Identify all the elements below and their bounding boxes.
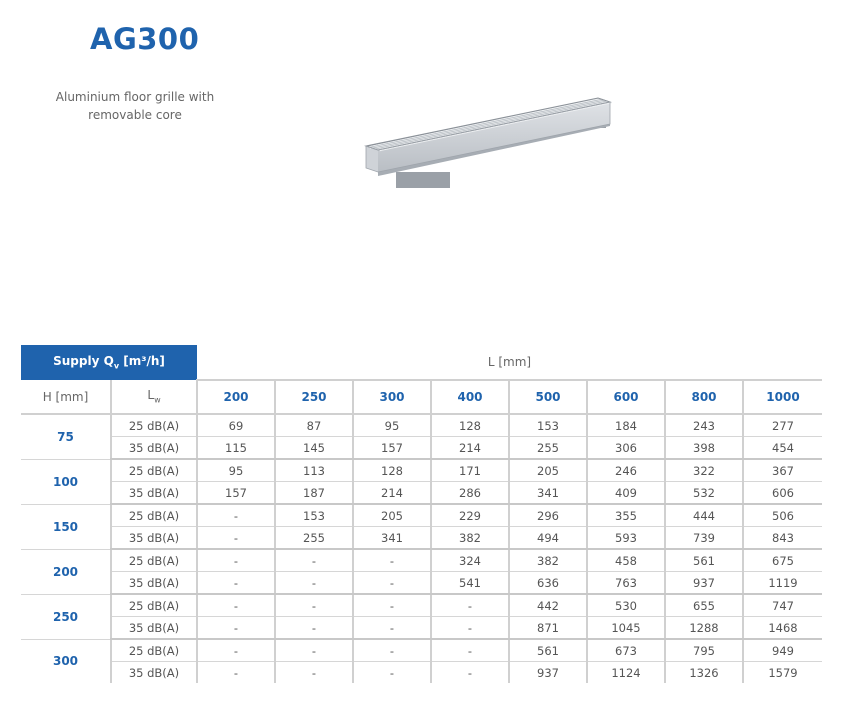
height-cell: 300 [52, 654, 79, 669]
floor-grille-image [360, 88, 620, 200]
airflow-value-cell: - [197, 572, 275, 595]
sound-level-header: $L_w$ [111, 380, 197, 414]
height-cell: 200 [21, 549, 111, 594]
length-column-header: 500 [509, 380, 587, 414]
airflow-value-cell: 541 [431, 572, 509, 595]
airflow-value-cell: 87 [275, 414, 353, 437]
table-row [21, 437, 822, 460]
airflow-value-cell: 1124 [587, 662, 665, 684]
airflow-value-cell: - [197, 527, 275, 550]
table-row [21, 572, 822, 595]
airflow-value-cell: 530 [587, 594, 665, 617]
airflow-value-cell: 367 [743, 459, 822, 482]
airflow-value-cell: 69 [197, 414, 275, 437]
table-row [21, 414, 822, 437]
length-column-header: 800 [665, 380, 743, 414]
airflow-value-cell: 145 [275, 437, 353, 460]
height-cell: 150 [21, 504, 111, 549]
sound-level-cell: 35 dB(A) [111, 662, 197, 684]
airflow-value-cell: 355 [587, 504, 665, 527]
airflow-value-cell: 382 [431, 527, 509, 550]
airflow-value-cell: - [275, 617, 353, 640]
airflow-value-cell: - [431, 662, 509, 684]
airflow-value-cell: 593 [587, 527, 665, 550]
airflow-value-cell: 157 [197, 482, 275, 505]
length-header: L [mm] [197, 345, 822, 380]
airflow-value-cell: 1119 [743, 572, 822, 595]
airflow-value-cell: 243 [665, 414, 743, 437]
sound-level-cell: 35 dB(A) [111, 527, 197, 550]
airflow-value-cell: 255 [275, 527, 353, 550]
airflow-value-cell: 95 [197, 459, 275, 482]
height-cell: 75 [21, 414, 111, 459]
sound-level-cell: 25 dB(A) [111, 459, 197, 482]
airflow-value-cell: - [197, 549, 275, 572]
height-cell: 100 [21, 459, 111, 504]
airflow-value-cell: 871 [509, 617, 587, 640]
airflow-value-cell: 382 [509, 549, 587, 572]
height-header: H [mm] [21, 380, 111, 414]
sound-level-cell: 25 dB(A) [111, 549, 197, 572]
airflow-value-cell: 322 [665, 459, 743, 482]
airflow-value-cell: 655 [665, 594, 743, 617]
product-subtitle: Aluminium floor grille with removable core [55, 90, 215, 122]
table-row [21, 527, 822, 550]
table-row [21, 459, 822, 482]
airflow-value-cell: 1468 [743, 617, 822, 640]
length-column-header: 400 [431, 380, 509, 414]
sound-level-cell: 25 dB(A) [111, 414, 197, 437]
airflow-value-cell: - [275, 639, 353, 662]
airflow-value-cell: - [197, 662, 275, 684]
sound-level-cell: 35 dB(A) [111, 617, 197, 640]
airflow-value-cell: 277 [743, 414, 822, 437]
airflow-value-cell: 937 [665, 572, 743, 595]
airflow-value-cell: - [275, 594, 353, 617]
airflow-value-cell: 398 [665, 437, 743, 460]
airflow-value-cell: 636 [509, 572, 587, 595]
airflow-value-cell: - [353, 662, 431, 684]
sound-level-cell: 25 dB(A) [111, 639, 197, 662]
airflow-value-cell: 184 [587, 414, 665, 437]
airflow-value-cell: 409 [587, 482, 665, 505]
airflow-value-cell: 113 [275, 459, 353, 482]
sound-level-cell: 35 dB(A) [111, 482, 197, 505]
airflow-value-cell: 795 [665, 639, 743, 662]
length-column-header: 250 [275, 380, 353, 414]
airflow-value-cell: 171 [431, 459, 509, 482]
length-column-header: 200 [197, 380, 275, 414]
length-column-header: 600 [587, 380, 665, 414]
airflow-value-cell: 444 [665, 504, 743, 527]
table-row [21, 662, 822, 684]
airflow-value-cell: 296 [509, 504, 587, 527]
airflow-value-cell: 324 [431, 549, 509, 572]
length-column-header: 1000 [743, 380, 822, 414]
supply-header: Supply $Q_v$ [m³/h] [21, 345, 197, 380]
airflow-value-cell: 442 [509, 594, 587, 617]
airflow-value-cell: 255 [509, 437, 587, 460]
airflow-value-cell: - [353, 617, 431, 640]
airflow-value-cell: 229 [431, 504, 509, 527]
airflow-value-cell: 128 [353, 459, 431, 482]
airflow-value-cell: 606 [743, 482, 822, 505]
airflow-value-cell: 205 [509, 459, 587, 482]
airflow-value-cell: - [275, 662, 353, 684]
airflow-value-cell: 1579 [743, 662, 822, 684]
airflow-value-cell: 458 [587, 549, 665, 572]
airflow-value-cell: 187 [275, 482, 353, 505]
airflow-value-cell: 739 [665, 527, 743, 550]
airflow-value-cell: 128 [431, 414, 509, 437]
airflow-value-cell: 494 [509, 527, 587, 550]
table-row [21, 639, 822, 662]
airflow-value-cell: 157 [353, 437, 431, 460]
airflow-value-cell: 561 [665, 549, 743, 572]
airflow-value-cell: 1288 [665, 617, 743, 640]
airflow-value-cell: 153 [509, 414, 587, 437]
table-row [21, 549, 822, 572]
airflow-value-cell: 937 [509, 662, 587, 684]
airflow-value-cell: 843 [743, 527, 822, 550]
airflow-value-cell: - [197, 504, 275, 527]
sound-level-cell: 25 dB(A) [111, 594, 197, 617]
airflow-value-cell: 673 [587, 639, 665, 662]
sound-level-cell: 35 dB(A) [111, 437, 197, 460]
airflow-value-cell: 214 [431, 437, 509, 460]
table-row [21, 504, 822, 527]
height-cell: 250 [21, 594, 111, 639]
airflow-value-cell: 763 [587, 572, 665, 595]
airflow-value-cell: 454 [743, 437, 822, 460]
airflow-value-cell: 506 [743, 504, 822, 527]
length-column-header: 300 [353, 380, 431, 414]
table-row [21, 482, 822, 505]
airflow-value-cell: - [431, 639, 509, 662]
airflow-value-cell: - [275, 572, 353, 595]
airflow-value-cell: 214 [353, 482, 431, 505]
airflow-value-cell: 341 [353, 527, 431, 550]
table-row [21, 594, 822, 617]
airflow-value-cell: 306 [587, 437, 665, 460]
airflow-value-cell: 246 [587, 459, 665, 482]
airflow-value-cell: - [353, 572, 431, 595]
airflow-value-cell: 675 [743, 549, 822, 572]
airflow-value-cell: 95 [353, 414, 431, 437]
airflow-value-cell: 341 [509, 482, 587, 505]
sound-level-cell: 35 dB(A) [111, 572, 197, 595]
airflow-value-cell: 561 [509, 639, 587, 662]
airflow-value-cell: 115 [197, 437, 275, 460]
airflow-value-cell: - [275, 549, 353, 572]
airflow-value-cell: - [353, 594, 431, 617]
airflow-value-cell: 286 [431, 482, 509, 505]
airflow-value-cell: - [197, 639, 275, 662]
airflow-value-cell: - [431, 617, 509, 640]
airflow-value-cell: - [197, 617, 275, 640]
airflow-value-cell: 532 [665, 482, 743, 505]
airflow-value-cell: - [353, 549, 431, 572]
sound-level-cell: 25 dB(A) [111, 504, 197, 527]
airflow-value-cell: - [197, 594, 275, 617]
product-title: AG300 [90, 22, 200, 56]
airflow-table [21, 345, 822, 683]
airflow-value-cell: 205 [353, 504, 431, 527]
airflow-value-cell: - [431, 594, 509, 617]
airflow-value-cell: - [353, 639, 431, 662]
airflow-value-cell: 949 [743, 639, 822, 662]
airflow-value-cell: 747 [743, 594, 822, 617]
airflow-value-cell: 1045 [587, 617, 665, 640]
airflow-value-cell: 153 [275, 504, 353, 527]
table-row [21, 617, 822, 640]
airflow-value-cell: 1326 [665, 662, 743, 684]
